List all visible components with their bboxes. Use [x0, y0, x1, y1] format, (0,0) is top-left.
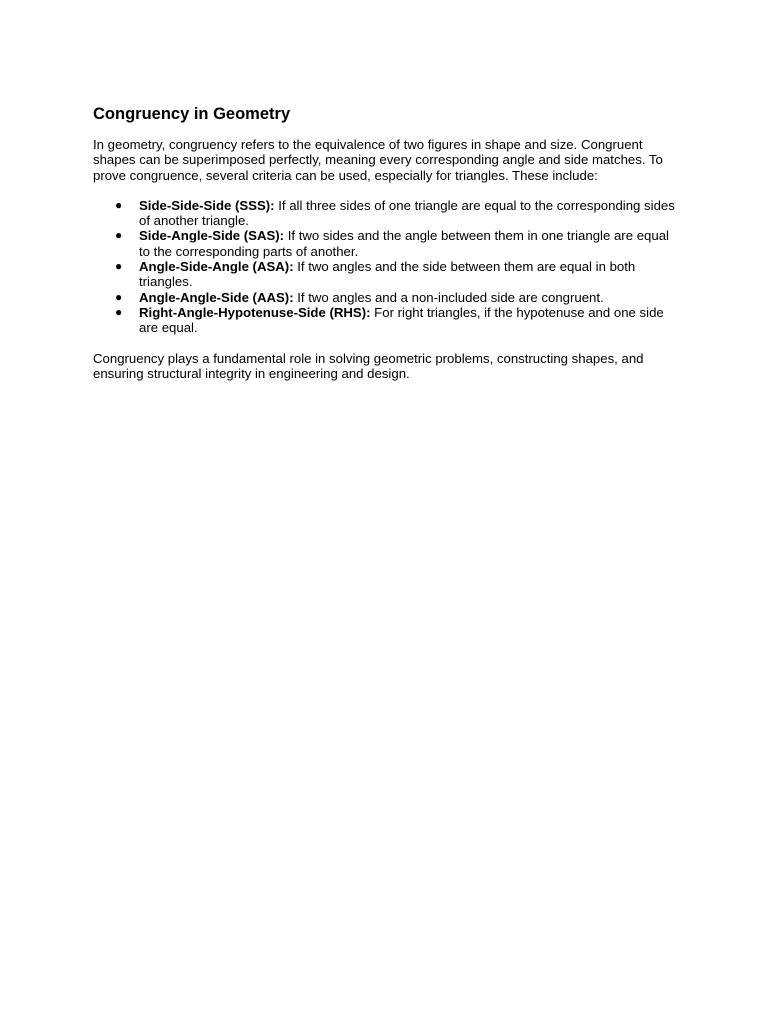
criteria-list: [93, 198, 683, 336]
bullet-icon: ●: [115, 228, 123, 243]
bullet-icon: ●: [115, 289, 123, 304]
list-item-rhs: [93, 305, 683, 336]
criterion-term: Side-Side-Side (SSS):: [139, 197, 275, 213]
criterion-text: If two sides and the angle between them in one triangle are equal to the corresponding parts of another.: [139, 228, 669, 259]
document-title: Congruency in Geometry: [93, 105, 291, 123]
bullet-icon: ●: [115, 197, 123, 212]
criterion-text: If two angles and the side between them are equal in both triangles.: [139, 259, 636, 290]
document-page: [93, 103, 683, 381]
criterion-term: Angle-Angle-Side (AAS):: [139, 289, 294, 305]
criterion-text: For right triangles, if the hypotenuse and one side are equal.: [139, 304, 664, 336]
list-item-sss: [93, 198, 683, 229]
bullet-icon: ●: [115, 259, 123, 274]
conclusion-paragraph: Congruency plays a fundamental role in solving geometric problems, constructing shapes, and ensuring structural integrity in engineering and design.: [93, 350, 644, 381]
criterion-text: If all three sides of one triangle are equal to the corresponding sides of another triangle.: [139, 197, 675, 229]
criterion-term: Angle-Side-Angle (ASA):: [139, 259, 294, 275]
list-item-asa: [93, 259, 683, 290]
criterion-text: If two angles and a non-included side are congruent.: [293, 289, 604, 305]
intro-paragraph: In geometry, congruency refers to the equivalence of two figures in shape and size. Congruent shapes can be superimposed perfectly, meaning every corresponding angle and side matches. To prove congruence, several criteria can be used, especially for triangles. These include:: [93, 137, 663, 183]
bullet-icon: ●: [115, 304, 123, 319]
list-item-sas: [93, 228, 683, 259]
list-item-aas: [93, 290, 683, 305]
criterion-term: Right-Angle-Hypotenuse-Side (RHS):: [139, 304, 371, 320]
criterion-term: Side-Angle-Side (SAS):: [139, 228, 285, 244]
